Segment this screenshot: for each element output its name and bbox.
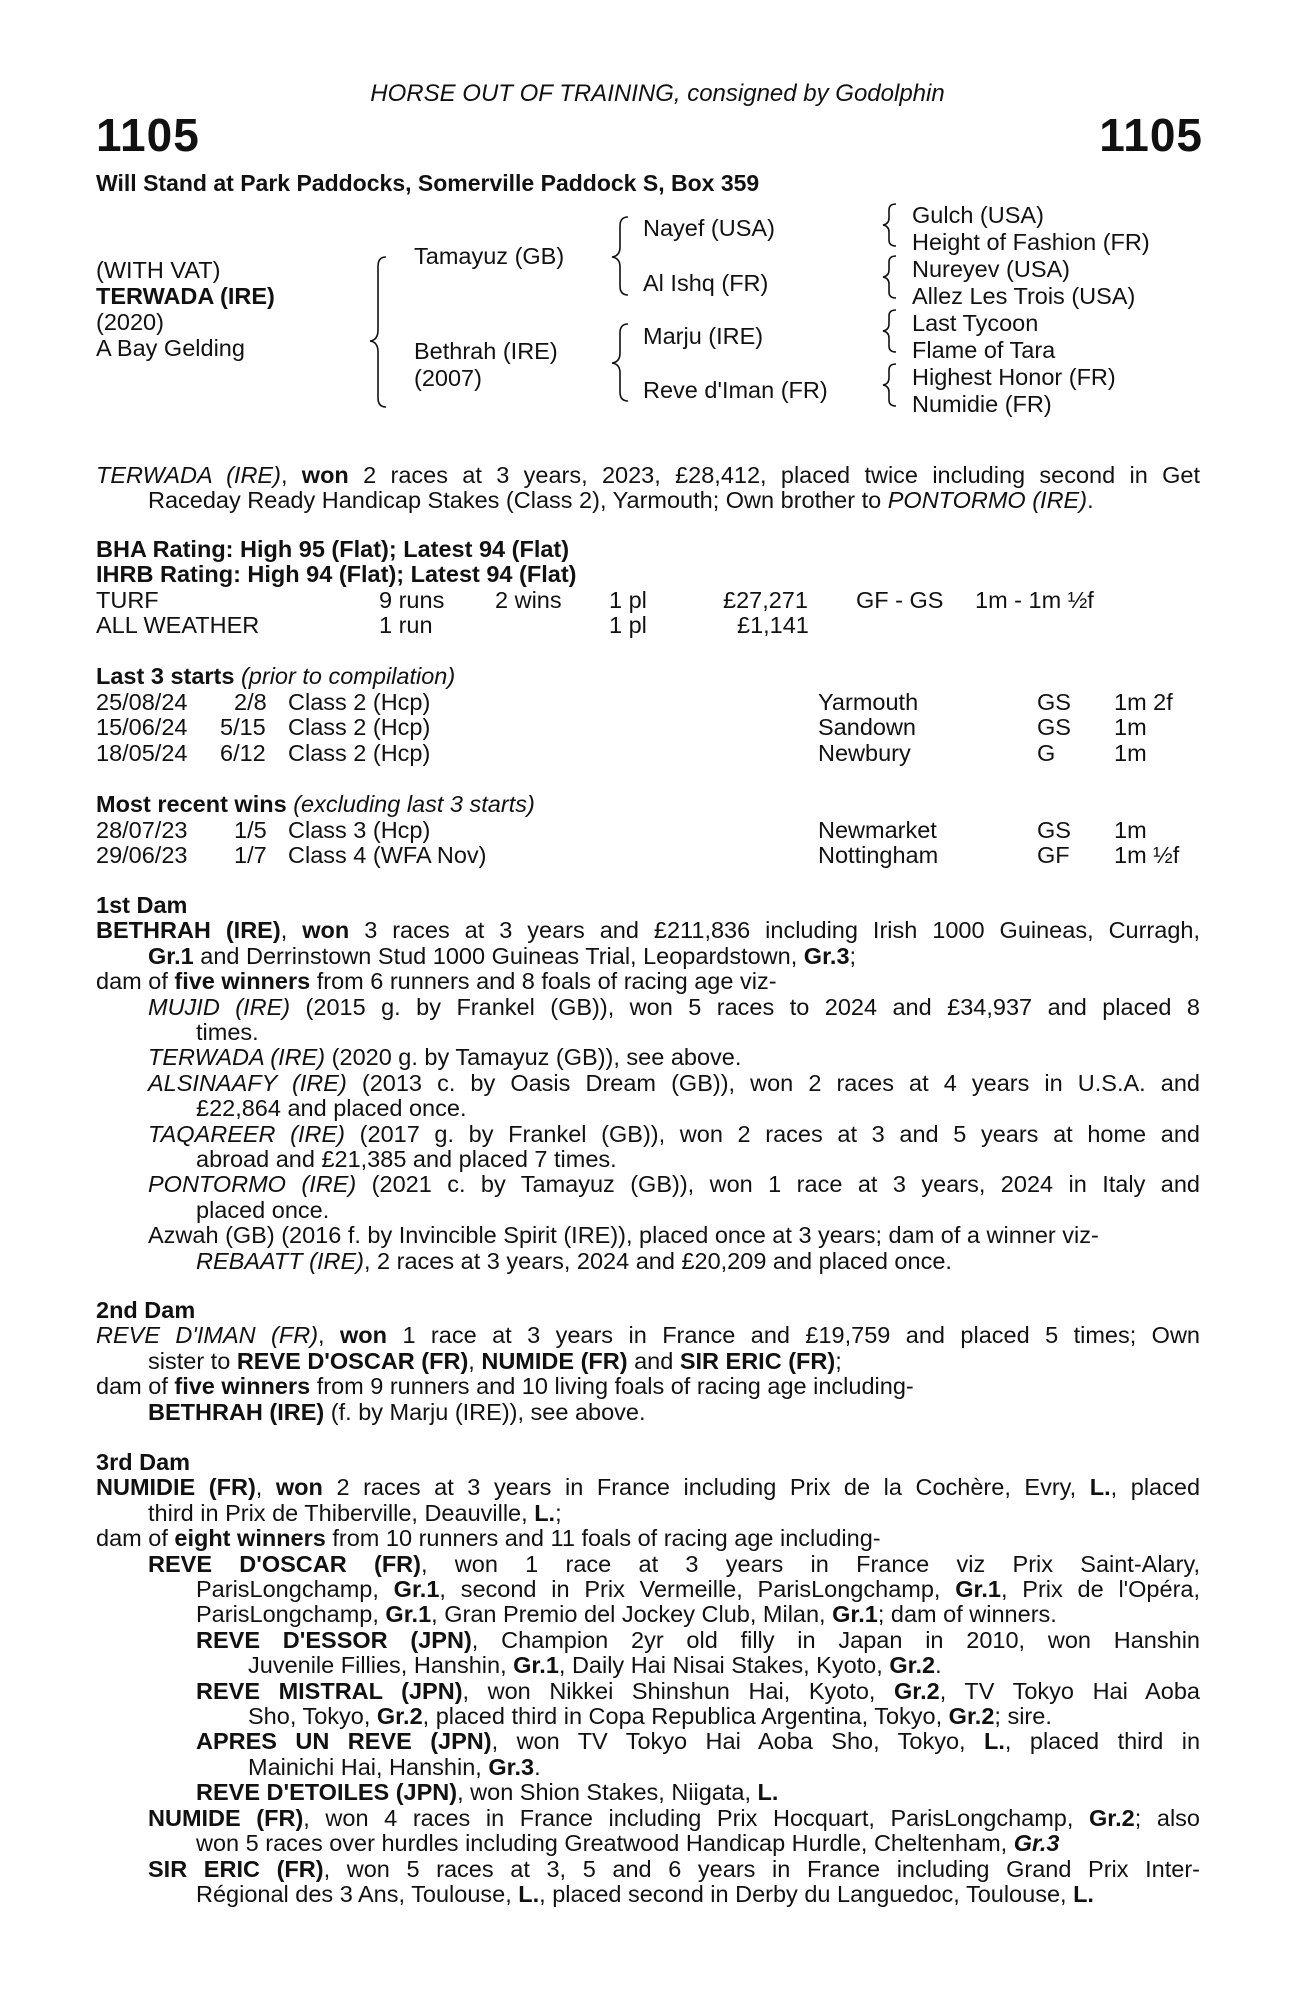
race-position: 1/5 bbox=[234, 817, 267, 843]
progeny-line-cont bbox=[96, 1096, 1200, 1121]
first-dam-text: 3 races at 3 years and £211,836 including Irish 1000 Guineas, Curragh, bbox=[364, 917, 1200, 944]
last-3-row bbox=[96, 715, 1200, 740]
pedigree-dsd: Flame of Tara bbox=[912, 337, 1056, 363]
recent-win-row bbox=[96, 843, 1200, 868]
third-dam-heading: 3rd Dam bbox=[96, 1449, 191, 1475]
pedigree-ds: Marju (IRE) bbox=[643, 323, 764, 349]
progeny-text: ParisLongchamp, bbox=[196, 1601, 386, 1628]
progeny-line-cont bbox=[96, 1831, 1200, 1856]
race-going: GS bbox=[1037, 714, 1071, 741]
race-class: Class 3 (Hcp) bbox=[288, 817, 431, 843]
progeny-text: , won 1 race at 3 years in France viz Prix Saint-Alary, bbox=[420, 1550, 1200, 1577]
sibling-name: REVE D'OSCAR (FR) bbox=[236, 1347, 469, 1374]
race-going: G bbox=[1037, 739, 1056, 766]
race-course: Newbury bbox=[818, 739, 911, 766]
bha-rating: BHA Rating: High 95 (Flat); Latest 94 (Flat) bbox=[96, 536, 570, 562]
pedigree-brace-dam bbox=[612, 324, 628, 401]
race-position: 6/12 bbox=[220, 739, 266, 766]
progeny-line-cont bbox=[96, 1198, 1200, 1223]
summary-line2: Raceday Ready Handicap Stakes (Class 2), Yarmouth; Own brother to bbox=[148, 487, 888, 514]
grade-label: Gr.3 bbox=[488, 1753, 535, 1780]
second-dam-section bbox=[96, 1298, 1200, 1425]
grand-progeny-line bbox=[96, 1628, 1200, 1653]
race-course: Newmarket bbox=[818, 817, 937, 843]
grade-label: Gr.3 bbox=[803, 942, 850, 969]
race-position: 2/8 bbox=[234, 689, 267, 715]
grand-progeny-line-cont bbox=[96, 1653, 1200, 1678]
recent-win-row bbox=[96, 818, 1200, 843]
first-dam-produce bbox=[96, 969, 1200, 994]
progeny-line-cont bbox=[96, 1882, 1200, 1907]
pedigree-sss: Gulch (USA) bbox=[912, 202, 1044, 228]
progeny-text: Sho, Tokyo, bbox=[248, 1703, 377, 1730]
page-header: HORSE OUT OF TRAINING, consigned by Godolphin bbox=[370, 80, 945, 107]
progeny-text: won 5 races over hurdles including Greatwood Handicap Hurdle, Cheltenham, bbox=[196, 1830, 1014, 1857]
progeny-text: Mainichi Hai, Hanshin, bbox=[248, 1753, 489, 1780]
race-class: Class 4 (WFA Nov) bbox=[288, 842, 487, 869]
progeny-text: ; dam of winners. bbox=[877, 1601, 1057, 1628]
punct: and bbox=[627, 1347, 680, 1374]
race-class: Class 2 (Hcp) bbox=[288, 739, 431, 766]
progeny-text: (2017 g. by Frankel (GB)), won 2 races at 3 and 5 years at home and bbox=[345, 1120, 1200, 1147]
summary-sibling-name: PONTORMO (IRE) bbox=[887, 487, 1088, 514]
progeny-text: , TV Tokyo Hai Aoba bbox=[939, 1677, 1200, 1704]
dam-of-text: from 9 runners and 10 living foals of racing age including- bbox=[310, 1373, 914, 1400]
progeny-text: , Champion 2yr old filly in Japan in 2010, won Hanshin bbox=[471, 1626, 1200, 1653]
race-going: GF bbox=[1037, 842, 1070, 869]
progeny-text: (f. by Marju (IRE)), see above. bbox=[324, 1398, 646, 1425]
progeny-text: £22,864 and placed once. bbox=[196, 1095, 467, 1122]
second-dam-line2 bbox=[96, 1349, 1200, 1374]
pedigree-ssd: Height of Fashion (FR) bbox=[912, 229, 1150, 255]
second-dam-heading: 2nd Dam bbox=[96, 1297, 196, 1323]
first-dam-line1: BETHRAH (IRE), won 3 races at 3 years and £211,836 including Irish 1000 Guineas, Curragh, bbox=[96, 917, 1200, 944]
progeny-text: ; sire. bbox=[994, 1703, 1052, 1730]
progeny-text: times. bbox=[196, 1019, 259, 1046]
ihrb-rating: IHRB Rating: High 94 (Flat); Latest 94 (Flat) bbox=[96, 561, 577, 588]
race-date: 25/08/24 bbox=[96, 689, 188, 715]
won-label: won bbox=[275, 1474, 323, 1501]
pedigree-braces bbox=[0, 0, 1315, 420]
last-3-title bbox=[96, 664, 1200, 689]
pedigree-dam: Bethrah (IRE) bbox=[414, 338, 558, 364]
race-distance: 1m bbox=[1114, 714, 1147, 741]
last-3-row bbox=[96, 741, 1200, 766]
recent-wins-title bbox=[96, 792, 1200, 817]
second-dam-text: 1 race at 3 years in France and £19,759 and placed 5 times; Own bbox=[402, 1322, 1201, 1349]
progeny-text: , placed second in Derby du Languedoc, Toulouse, bbox=[539, 1880, 1074, 1907]
lot-number-left: 1105 bbox=[96, 109, 200, 161]
grade-label: Gr.1 bbox=[513, 1652, 559, 1679]
ratings-surface: ALL WEATHER bbox=[96, 612, 260, 639]
progeny-name: TAQAREER (IRE) bbox=[148, 1120, 346, 1147]
listed-label: L. bbox=[1089, 1474, 1111, 1501]
progeny-line bbox=[96, 1071, 1200, 1096]
stand-location: Will Stand at Park Paddocks, Somerville Paddock S, Box 359 bbox=[96, 170, 760, 196]
progeny-line-cont bbox=[96, 1147, 1200, 1172]
progeny-text: , 2 races at 3 years, 2024 and £20,209 and placed once. bbox=[364, 1247, 952, 1274]
won-label: won bbox=[302, 917, 350, 944]
grand-progeny-name: REVE D'ETOILES (JPN) bbox=[196, 1779, 458, 1806]
listed-label: L. bbox=[1073, 1880, 1094, 1907]
progeny-text: , won 4 races in France including Prix Hocquart, ParisLongchamp, bbox=[303, 1804, 1089, 1831]
progeny-text: , placed third in bbox=[1004, 1728, 1201, 1755]
ratings-distance: 1m - 1m ½f bbox=[975, 587, 1094, 613]
listed-label: L. bbox=[534, 1499, 556, 1526]
pedigree-sire: Tamayuz (GB) bbox=[414, 243, 565, 269]
second-dam-produce bbox=[96, 1374, 1200, 1399]
punct: , bbox=[468, 1347, 482, 1374]
grade-label: Gr.1 bbox=[385, 1601, 432, 1628]
last-3-row bbox=[96, 690, 1200, 715]
progeny-text: ; also bbox=[1134, 1804, 1200, 1831]
progeny-line bbox=[96, 1172, 1200, 1197]
ratings-runs: 9 runs bbox=[379, 587, 445, 613]
horse-year: (2020) bbox=[96, 309, 164, 335]
third-dam-text: third in Prix de Thiberville, Deauville, bbox=[148, 1499, 535, 1526]
ratings-runs: 1 run bbox=[379, 612, 433, 639]
grand-progeny-line-cont bbox=[96, 1755, 1200, 1780]
summary-won: won bbox=[301, 462, 349, 488]
third-dam-section bbox=[96, 1450, 1200, 1907]
punct: . bbox=[534, 1753, 541, 1780]
ratings-row-turf bbox=[96, 588, 1200, 613]
third-dam-produce bbox=[96, 1526, 1200, 1551]
recent-wins bbox=[96, 792, 1200, 817]
race-position: 5/15 bbox=[220, 714, 266, 741]
punct: . bbox=[935, 1652, 942, 1679]
progeny-text: (2015 g. by Frankel (GB)), won 5 races to 2024 and £34,937 and placed 8 bbox=[290, 993, 1201, 1020]
race-distance: 1m bbox=[1114, 817, 1147, 843]
progeny-name: TERWADA (IRE) bbox=[148, 1044, 326, 1071]
pedigree-brace-dd bbox=[883, 364, 896, 406]
recent-wins-note: (excluding last 3 starts) bbox=[293, 791, 535, 817]
horse-name: TERWADA (IRE) bbox=[96, 283, 275, 309]
ratings-going: GF - GS bbox=[856, 587, 944, 613]
listed-label: L. bbox=[518, 1880, 540, 1907]
progeny-line bbox=[96, 1806, 1200, 1831]
progeny-text: Juvenile Fillies, Hanshin, bbox=[248, 1652, 514, 1679]
recent-wins-heading: Most recent wins bbox=[96, 791, 287, 817]
ratings-surface: TURF bbox=[96, 587, 159, 613]
grade-label: Gr.1 bbox=[955, 1576, 1001, 1603]
progeny-line-cont bbox=[96, 1577, 1200, 1602]
progeny-line-cont bbox=[96, 1602, 1200, 1627]
summary-horse-name: TERWADA (IRE) bbox=[96, 462, 281, 488]
race-date: 18/05/24 bbox=[96, 739, 188, 766]
ratings-earnings: £27,271 bbox=[723, 587, 808, 613]
pedigree-dd: Reve d'Iman (FR) bbox=[643, 377, 828, 403]
third-dam-name: NUMIDIE (FR) bbox=[96, 1474, 256, 1501]
first-dam-text: and Derrinstown Stud 1000 Guineas Trial, Leopardstown, bbox=[193, 942, 804, 969]
grade-label: Gr.2 bbox=[948, 1703, 995, 1730]
first-dam-name: BETHRAH (IRE) bbox=[96, 917, 281, 944]
pedigree-sds: Nureyev (USA) bbox=[912, 256, 1071, 282]
progeny-text: (2013 c. by Oasis Dream (GB)), won 2 races at 4 years in U.S.A. and bbox=[346, 1069, 1200, 1096]
grand-progeny-line-cont bbox=[96, 1704, 1200, 1729]
progeny-line bbox=[96, 1223, 1200, 1248]
progeny-text: placed once. bbox=[196, 1196, 330, 1223]
pedigree-dss: Last Tycoon bbox=[912, 310, 1039, 336]
listed-label: L. bbox=[757, 1779, 779, 1806]
race-class: Class 2 (Hcp) bbox=[288, 689, 431, 715]
grand-progeny-line bbox=[96, 1729, 1200, 1754]
punct: ; bbox=[555, 1499, 562, 1526]
race-date: 15/06/24 bbox=[96, 714, 188, 741]
race-going: GS bbox=[1037, 689, 1071, 715]
progeny-text: ParisLongchamp, bbox=[196, 1576, 394, 1603]
race-date: 28/07/23 bbox=[96, 817, 188, 843]
progeny-text: , won TV Tokyo Hai Aoba Sho, Tokyo, bbox=[491, 1728, 985, 1755]
first-dam-section bbox=[96, 893, 1200, 1274]
ratings-row-aw bbox=[96, 613, 1200, 638]
grade-label: Gr.2 bbox=[889, 1652, 936, 1679]
pedigree-brace-sire bbox=[612, 217, 628, 295]
punct: ; bbox=[849, 942, 857, 969]
sibling-name: NUMIDE (FR) bbox=[481, 1347, 628, 1374]
grade-label: Gr.2 bbox=[376, 1703, 423, 1730]
progeny-text: , Gran Premio del Jockey Club, Milan, bbox=[431, 1601, 833, 1628]
grade-label: Gr.1 bbox=[832, 1601, 878, 1628]
progeny-text: abroad and £21,385 and placed 7 times. bbox=[196, 1146, 617, 1173]
ratings-earnings: £1,141 bbox=[737, 612, 809, 639]
race-summary: TERWADA (IRE), won 2 races at 3 years, 2023, £28,412, placed twice including second in Get Raceday Ready Handicap Stakes (Class 2), Yarmouth; Own brother to PONTORMO (IRE). bbox=[96, 462, 1201, 514]
progeny-text: , won 5 races at 3, 5 and 6 years in France including Grand Prix Inter- bbox=[323, 1855, 1200, 1882]
dam-of-label: dam of bbox=[96, 1525, 175, 1552]
pedigree-brace-ds bbox=[883, 310, 896, 352]
race-course: Nottingham bbox=[818, 842, 939, 869]
race-course: Yarmouth bbox=[818, 689, 919, 715]
third-dam-line1: NUMIDIE (FR), won 2 races at 3 years in France including Prix de la Cochère, Evry, L., placed bbox=[96, 1474, 1201, 1501]
pedigree-dam-year: (2007) bbox=[414, 365, 482, 391]
progeny-text: , won Shion Stakes, Niigata, bbox=[457, 1779, 758, 1806]
pedigree-sd: Al Ishq (FR) bbox=[643, 270, 769, 296]
progeny-text: , Daily Hai Nisai Stakes, Kyoto, bbox=[558, 1652, 890, 1679]
grand-progeny-line bbox=[96, 1780, 1200, 1805]
sibling-name: SIR ERIC (FR) bbox=[679, 1347, 836, 1374]
ratings-section bbox=[96, 537, 1200, 588]
third-dam-text: , placed bbox=[1110, 1474, 1201, 1501]
race-distance: 1m 2f bbox=[1114, 689, 1173, 715]
progeny-line bbox=[96, 1857, 1200, 1882]
grand-progeny-name: REVE MISTRAL (JPN) bbox=[196, 1677, 463, 1704]
progeny-name: PONTORMO (IRE) bbox=[148, 1171, 357, 1198]
progeny-text: , won Nikkei Shinshun Hai, Kyoto, bbox=[462, 1677, 895, 1704]
race-date: 29/06/23 bbox=[96, 842, 188, 869]
grade-label: Gr.2 bbox=[894, 1677, 940, 1704]
progeny-name: SIR ERIC (FR) bbox=[148, 1855, 324, 1882]
ratings-placed: 1 pl bbox=[609, 587, 647, 613]
pedigree-ss: Nayef (USA) bbox=[643, 215, 775, 241]
progeny-line bbox=[96, 995, 1200, 1020]
third-dam-line2 bbox=[96, 1501, 1200, 1526]
winners-count: five winners bbox=[174, 968, 311, 995]
winners-count: five winners bbox=[174, 1373, 311, 1400]
ratings-table bbox=[96, 588, 1200, 640]
grand-progeny-name: APRES UN REVE (JPN) bbox=[196, 1728, 492, 1755]
progeny-line bbox=[96, 1045, 1200, 1070]
pedigree-brace-sd bbox=[883, 256, 896, 298]
progeny-text: , Prix de l'Opéra, bbox=[1000, 1576, 1200, 1603]
summary-line1: 2 races at 3 years, 2023, £28,412, placed twice including second in Get bbox=[363, 462, 1201, 488]
grade-label: Gr.1 bbox=[393, 1576, 440, 1603]
dam-of-text: from 6 runners and 8 foals of racing age viz- bbox=[310, 968, 777, 995]
grand-progeny-line bbox=[96, 1679, 1200, 1704]
second-dam-name: REVE D'IMAN (FR) bbox=[96, 1322, 319, 1349]
progeny-text: (2021 c. by Tamayuz (GB)), won 1 race at 3 years, 2024 in Italy and bbox=[356, 1171, 1200, 1198]
progeny-text: (2020 g. by Tamayuz (GB)), see above. bbox=[325, 1044, 742, 1071]
vat-note: (WITH VAT) bbox=[96, 257, 221, 283]
progeny-text: , second in Prix Vermeille, ParisLongchamp, bbox=[439, 1576, 956, 1603]
last-3-starts bbox=[96, 664, 1200, 689]
second-dam-text: sister to bbox=[148, 1347, 237, 1374]
summary-line2-end: . bbox=[1087, 487, 1094, 514]
dam-of-label: dam of bbox=[96, 1373, 175, 1400]
progeny-line-cont bbox=[96, 1020, 1200, 1045]
progeny-line bbox=[96, 1122, 1200, 1147]
lot-number-right: 1105 bbox=[1099, 109, 1203, 161]
race-course: Sandown bbox=[818, 714, 916, 741]
progeny-name: REVE D'OSCAR (FR) bbox=[148, 1550, 421, 1577]
pedigree-brace-main bbox=[370, 257, 386, 407]
punct: ; bbox=[835, 1347, 842, 1374]
race-position: 1/7 bbox=[234, 842, 267, 869]
first-dam-heading: 1st Dam bbox=[96, 892, 188, 918]
progeny-text: , placed third in Copa Republica Argentina, Tokyo, bbox=[422, 1703, 949, 1730]
progeny-text: Régional des 3 Ans, Toulouse, bbox=[196, 1880, 519, 1907]
progeny-name: ALSINAAFY (IRE) bbox=[148, 1069, 347, 1096]
grade-label: Gr.2 bbox=[1089, 1804, 1135, 1831]
progeny-name: NUMIDE (FR) bbox=[148, 1804, 304, 1831]
progeny-line bbox=[96, 1400, 1200, 1425]
grade-label: Gr.3 bbox=[1013, 1830, 1060, 1857]
progeny-name: MUJID (IRE) bbox=[148, 993, 291, 1020]
progeny-name: BETHRAH (IRE) bbox=[148, 1398, 325, 1425]
winners-count: eight winners bbox=[174, 1525, 326, 1552]
dam-of-text: from 10 runners and 11 foals of racing age including- bbox=[325, 1525, 881, 1552]
pedigree-ddd: Numidie (FR) bbox=[912, 391, 1052, 417]
ratings-wins: 2 wins bbox=[495, 587, 562, 613]
pedigree-sdd: Allez Les Trois (USA) bbox=[912, 283, 1136, 309]
last-3-heading: Last 3 starts bbox=[96, 663, 235, 689]
progeny-line-cont bbox=[96, 1249, 1200, 1274]
pedigree-brace-ss bbox=[883, 204, 896, 246]
race-going: GS bbox=[1037, 817, 1071, 843]
first-dam-line2 bbox=[96, 944, 1200, 969]
race-distance: 1m bbox=[1114, 739, 1147, 766]
grade-label: Gr.1 bbox=[148, 942, 194, 969]
grand-progeny-name: REVE D'ESSOR (JPN) bbox=[196, 1626, 472, 1653]
second-dam-line1: REVE D'IMAN (FR), won 1 race at 3 years in France and £19,759 and placed 5 times; Own bbox=[96, 1322, 1201, 1349]
race-distance: 1m ½f bbox=[1114, 842, 1180, 869]
progeny-text: Azwah (GB) (2016 f. by Invincible Spirit (IRE)), placed once at 3 years; dam of a winner viz- bbox=[148, 1222, 1099, 1249]
third-dam-text: 2 races at 3 years in France including Prix de la Cochère, Evry, bbox=[336, 1474, 1090, 1501]
last-3-note: (prior to compilation) bbox=[240, 663, 456, 689]
dam-of-label: dam of bbox=[96, 968, 175, 995]
last-3-table bbox=[96, 690, 1200, 768]
horse-description: A Bay Gelding bbox=[96, 335, 245, 361]
won-label: won bbox=[340, 1322, 387, 1349]
race-class: Class 2 (Hcp) bbox=[288, 714, 431, 741]
pedigree-dds: Highest Honor (FR) bbox=[912, 364, 1116, 390]
listed-label: L. bbox=[984, 1728, 1005, 1755]
progeny-name: REBAATT (IRE) bbox=[196, 1247, 364, 1274]
progeny-line bbox=[96, 1552, 1200, 1577]
ratings-placed: 1 pl bbox=[609, 612, 647, 639]
recent-wins-table bbox=[96, 818, 1200, 870]
